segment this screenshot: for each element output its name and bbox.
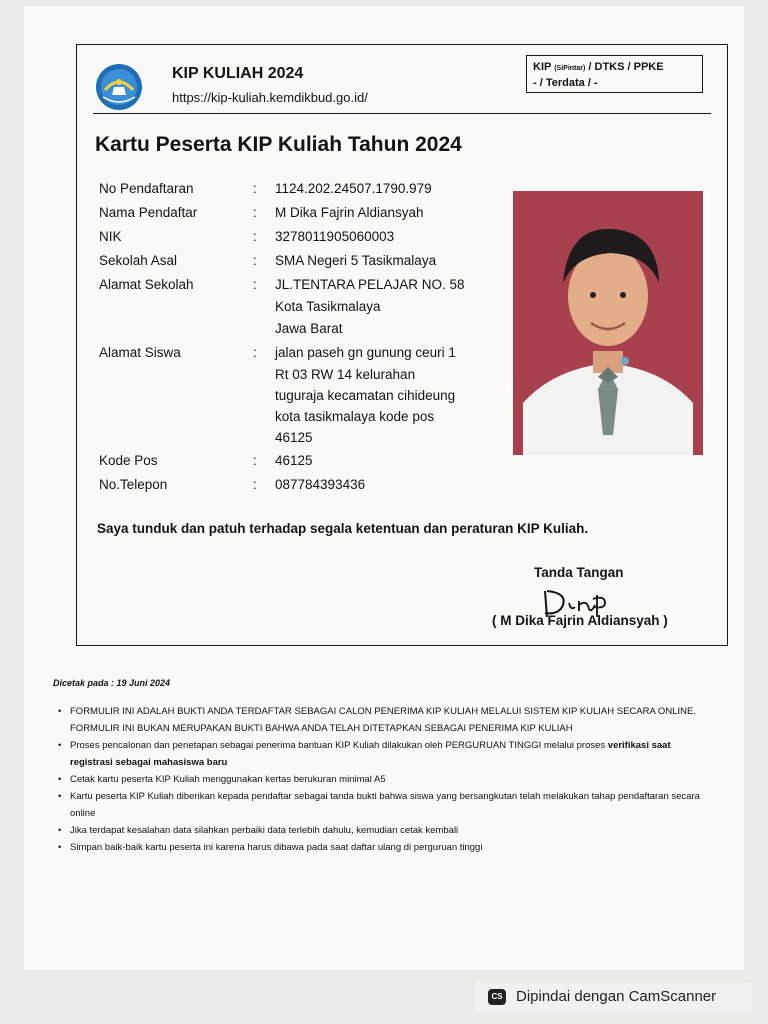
camscanner-watermark <box>474 982 752 1012</box>
field-colon: : <box>253 345 257 360</box>
note-text: Simpan baik-baik kartu peserta ini karena harus dibawa pada saat daftar ulang di perguruan tinggi <box>70 842 483 853</box>
note-item <box>58 822 713 839</box>
field-value-line: JL.TENTARA PELAJAR NO. 58 <box>275 277 465 292</box>
field-colon: : <box>253 181 257 196</box>
app-title: KIP KULIAH 2024 <box>172 65 304 82</box>
field-label: No Pendaftaran <box>99 181 194 196</box>
camscanner-icon: CS <box>488 989 506 1005</box>
kip-status-value: - / Terdata / - <box>533 77 598 89</box>
field-label: No.Telepon <box>99 477 168 492</box>
field-colon: : <box>253 277 257 292</box>
field-value: 3278011905060003 <box>275 229 395 244</box>
app-url: https://kip-kuliah.kemdikbud.go.id/ <box>172 90 368 105</box>
kip-status-box <box>526 55 703 93</box>
field-value: SMA Negeri 5 Tasikmalaya <box>275 253 437 268</box>
field-label: Sekolah Asal <box>99 253 178 268</box>
field-label: Alamat Sekolah <box>99 277 194 292</box>
applicant-portrait-icon <box>513 191 703 455</box>
field-colon: : <box>253 477 257 492</box>
field-colon: : <box>253 229 257 244</box>
note-text-bold: verifikasi saat registrasi sebagai mahasiswa baru <box>70 740 671 768</box>
header-divider <box>93 113 711 114</box>
note-item <box>58 771 713 788</box>
field-value-line: jalan paseh gn gunung ceuri 1 <box>275 345 456 360</box>
field-colon: : <box>253 253 257 268</box>
field-label: Nama Pendaftar <box>99 205 198 220</box>
note-item <box>58 788 713 822</box>
kip-category-label: / DTKS / PPKE <box>588 61 664 73</box>
kip-sipintar-label: (SiPintar) <box>554 65 586 72</box>
field-value-line: tuguraja kecamatan cihideung <box>275 388 456 403</box>
note-item <box>58 703 713 737</box>
field-colon: : <box>253 205 257 220</box>
applicant-photo <box>513 191 703 455</box>
note-text: FORMULIR INI ADALAH BUKTI ANDA TERDAFTAR SEBAGAI CALON PENERIMA KIP KULIAH MELALUI SISTEM KIP KULIAH SECARA ONLINE. FORMULIR INI BUKAN MERUPAKAN BUKTI BAHWA ANDA TELAH DITETAPKAN SEBAGAI PENERIMA KIP KULIAH <box>70 706 696 734</box>
scanned-page <box>24 6 744 970</box>
camscanner-text: Dipindai dengan CamScanner <box>516 988 717 1005</box>
signature-label: Tanda Tangan <box>534 565 624 580</box>
note-item <box>58 737 713 771</box>
field-value-line: Jawa Barat <box>275 321 343 336</box>
notes-list <box>58 703 713 856</box>
printed-date: Dicetak pada : 19 Juni 2024 <box>53 678 171 688</box>
agreement-statement: Saya tunduk dan patuh terhadap segala ketentuan dan peraturan KIP Kuliah. <box>97 521 589 536</box>
card-title: Kartu Peserta KIP Kuliah Tahun 2024 <box>95 133 462 156</box>
field-label: Alamat Siswa <box>99 345 181 360</box>
field-colon: : <box>253 453 257 468</box>
field-value: 46125 <box>275 453 313 468</box>
kip-label: KIP <box>533 61 552 73</box>
note-text: Jika terdapat kesalahan data silahkan perbaiki data terlebih dahulu, kemudian cetak kembali <box>70 825 459 836</box>
note-text: Kartu peserta KIP Kuliah diberikan kepada pendaftar sebagai tanda bukti bahwa siswa yang bersangkutan telah melakukan tahap pendaftaran secara online <box>70 791 700 819</box>
participant-card <box>76 44 728 646</box>
field-label: NIK <box>99 229 122 244</box>
note-item <box>58 839 713 856</box>
kemdikbud-logo-icon <box>95 63 143 111</box>
field-label: Kode Pos <box>99 453 158 468</box>
field-value: 1124.202.24507.1790.979 <box>275 181 432 196</box>
field-value-line: 46125 <box>275 430 313 445</box>
field-value: M Dika Fajrin Aldiansyah <box>275 205 424 220</box>
field-value-line: Rt 03 RW 14 kelurahan <box>275 367 416 382</box>
signature-name: ( M Dika Fajrin Aldiansyah ) <box>492 613 668 628</box>
note-text: Cetak kartu peserta KIP Kuliah menggunakan kertas berukuran minimal A5 <box>70 774 386 785</box>
field-value: 087784393436 <box>275 477 366 492</box>
field-value-line: Kota Tasikmalaya <box>275 299 381 314</box>
note-text: Proses pencalonan dan penetapan sebagai penerima bantuan KIP Kuliah dilakukan oleh PERGURUAN TINGGI melalui proses <box>70 740 608 751</box>
field-value-line: kota tasikmalaya kode pos <box>275 409 435 424</box>
